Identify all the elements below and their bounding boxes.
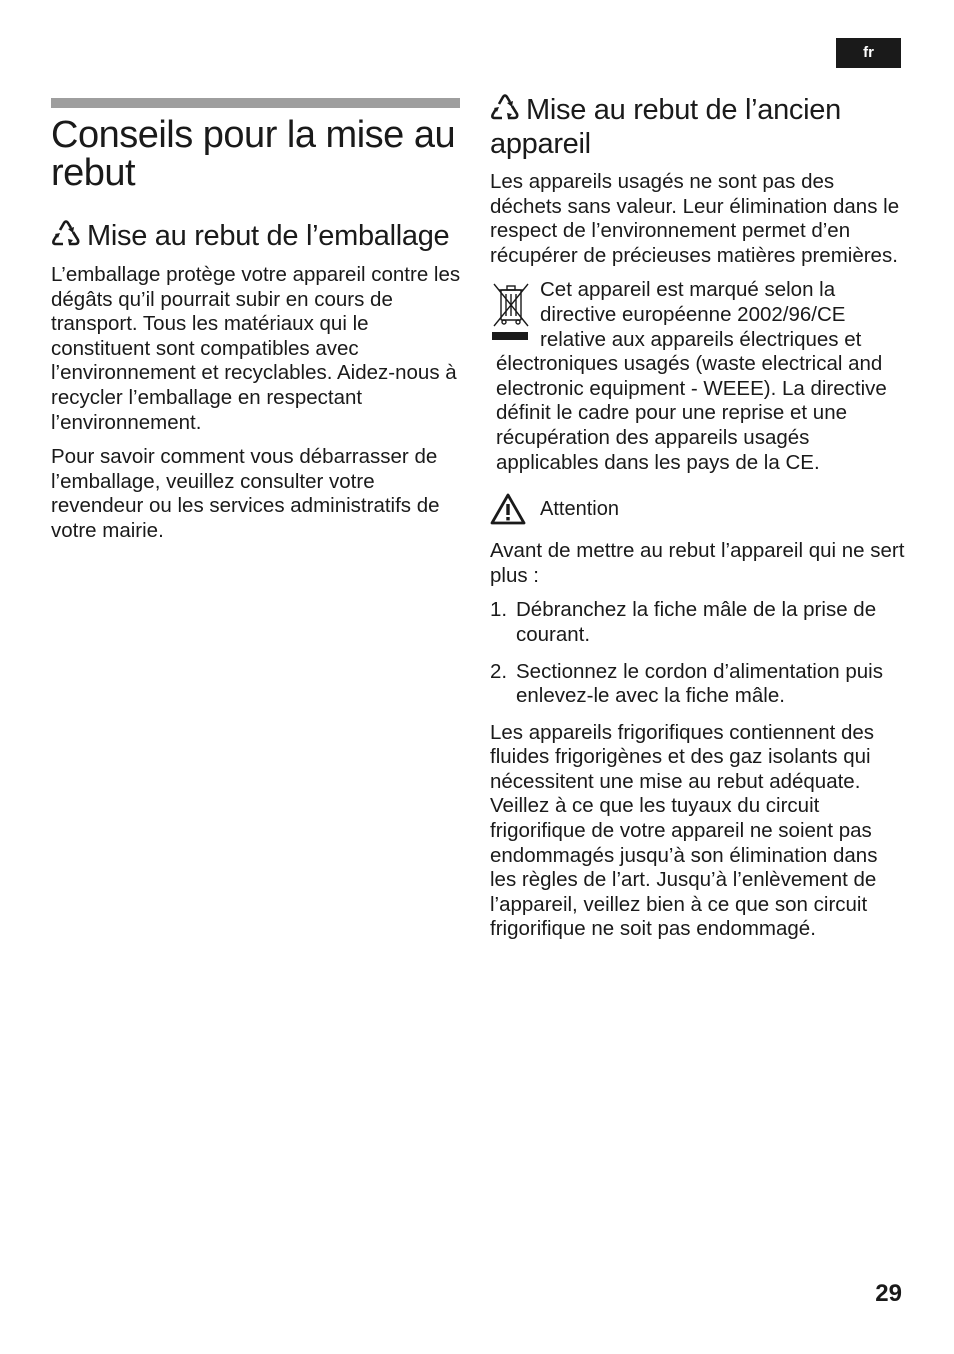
warning-triangle-icon: [490, 493, 526, 525]
page-number: 29: [875, 1280, 902, 1307]
list-item: [490, 660, 906, 709]
attention-intro: Avant de mettre au rebut l’appareil qui ne sert plus :: [490, 539, 905, 587]
packaging-heading: [51, 220, 466, 255]
crossed-out-bin-icon: [490, 278, 532, 346]
disposal-steps: [490, 598, 906, 708]
page-title: Conseils pour la mise au rebut: [51, 114, 456, 194]
packaging-disposal-section: [51, 220, 466, 554]
recycle-icon: [490, 94, 520, 129]
language-badge: fr: [836, 38, 901, 68]
old-appliance-disposal-section: [490, 94, 906, 952]
weee-text: Cet appareil est marqué selon la directive européenne 2002/96/CE relative aux appareils électriques et électroniques usagés (waste electrical and electronic equipment - WEEE). La directive définit le cadre pour une reprise et une récupération des appareils usagés applicables dans les pays de la CE.: [496, 278, 887, 474]
old-appliance-heading: [490, 94, 906, 160]
step-number: 2.: [490, 659, 508, 683]
attention-notice: [490, 493, 906, 525]
old-appliance-intro: Les appareils usagés ne sont pas des déchets sans valeur. Leur élimination dans le respect de l’environnement permet d’en récupérer de précieuses matières premières.: [490, 170, 900, 267]
step-text: Sectionnez le cordon d’alimentation puis enlevez-le avec la fiche mâle.: [516, 659, 883, 708]
recycle-icon: [51, 220, 81, 255]
refrigerant-paragraph: Les appareils frigorifiques contiennent des fluides frigorigènes et des gaz isolants qui nécessitent une mise au rebut adéquate. Veillez à ce que les tuyaux du circuit frigorifique de votre appareil ne soient pas endommagés jusqu’à son élimination dans les règles de l’art. Jusqu’à l’enlèvement de l’appareil, veillez bien à ce que son circuit frigorifique ne soit pas endommagé.: [490, 720, 878, 941]
step-text: Débranchez la fiche mâle de la prise de courant.: [516, 598, 877, 646]
old-appliance-heading-text: Mise au rebut de l’ancien appareil: [490, 94, 841, 160]
attention-label: Attention: [540, 497, 619, 520]
packaging-paragraph-1: L’emballage protège votre appareil contre les dégâts qu’il pourrait subir en cours de transport. Tous les matériaux qui le constituent sont compatibles avec l’environnement et recyclables. Aidez-nous à recycler l’emballage en respectant l’environnement.: [51, 263, 461, 434]
packaging-paragraph-2: Pour savoir comment vous débarrasser de l’emballage, veuillez consulter votre revendeur ou les services administratifs de votre mairie.: [51, 445, 440, 542]
list-item: [490, 598, 906, 647]
weee-notice: [490, 278, 906, 475]
packaging-heading-text: Mise au rebut de l’emballage: [87, 220, 450, 252]
step-number: 1.: [490, 598, 508, 622]
title-rule: [51, 98, 460, 108]
